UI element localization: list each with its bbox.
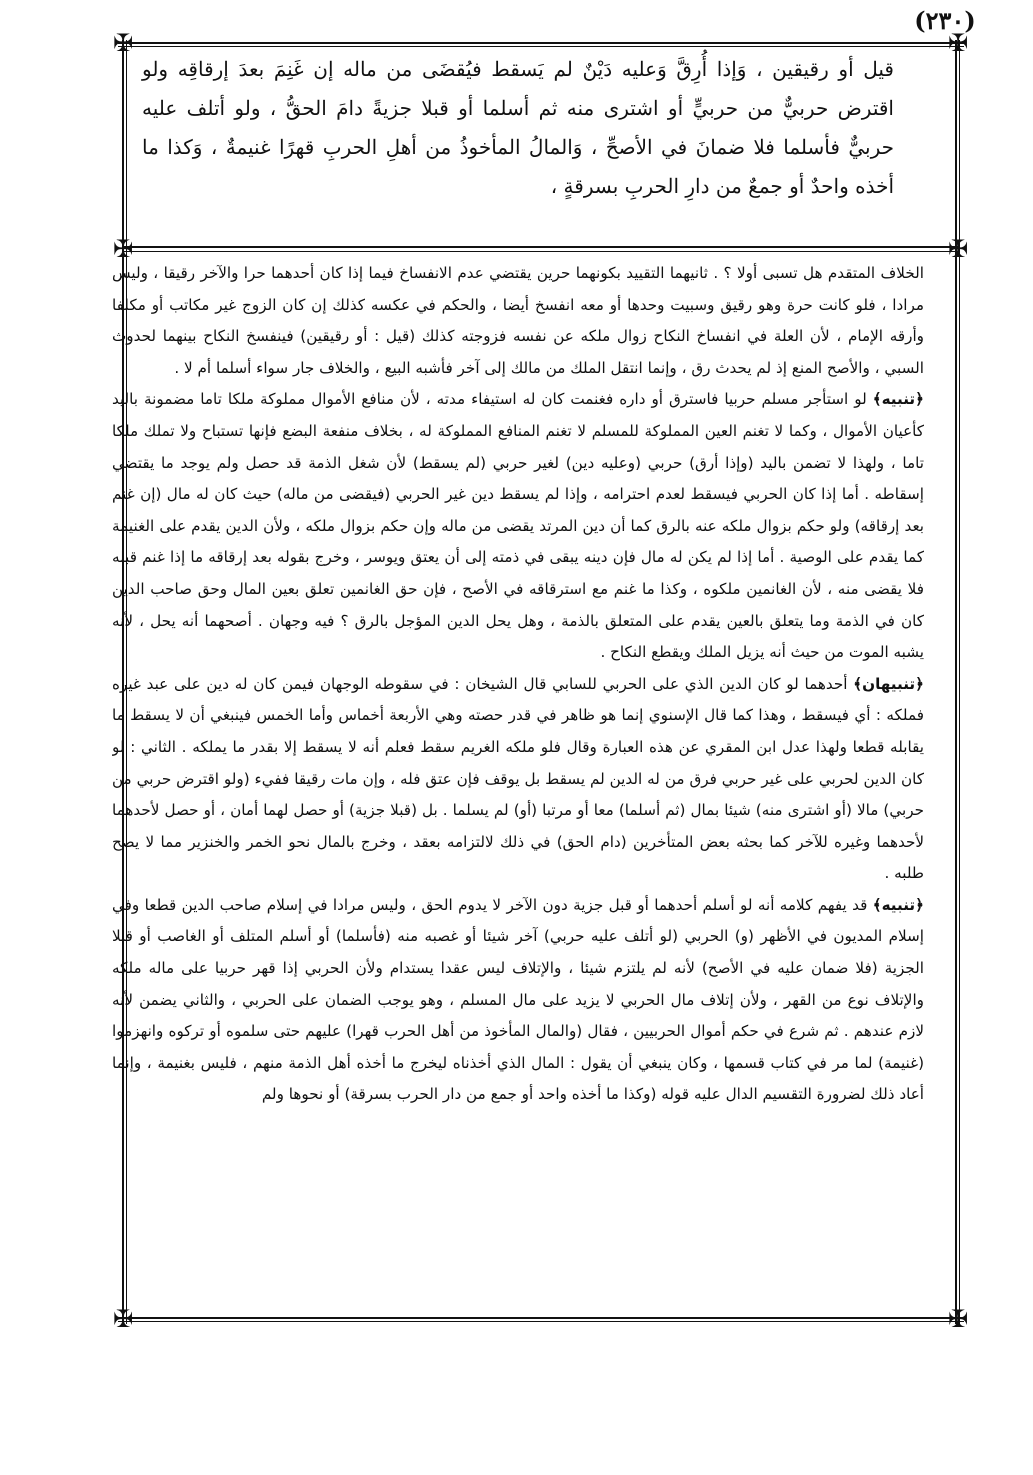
corner-ornament-bottom-right-icon: ✠ bbox=[947, 1305, 969, 1333]
corner-ornament-top-right-icon: ✠ bbox=[947, 29, 969, 57]
commentary-lead: ﴿تنبيه﴾ bbox=[872, 390, 924, 409]
commentary-paragraph bbox=[112, 258, 924, 384]
divider-ornament-right-icon: ✠ bbox=[947, 235, 969, 263]
commentary-paragraph bbox=[112, 384, 924, 668]
corner-ornament-top-left-icon: ✠ bbox=[112, 29, 134, 57]
page-number: (٢٣٠) bbox=[914, 6, 976, 35]
corner-ornament-bottom-left-icon: ✠ bbox=[112, 1305, 134, 1333]
commentary-text: الخلاف المتقدم هل تسبى أولا ؟ . ثانيهما التقييد بكونهما حرين يقتضي عدم الانفساخ فيما إذا كان أحدهما حرا والآخر رقيقا ، وليس مرادا ، فلو كانت حرة وهو رقيق وسبيت وحدها أو معه انفسخ أيضا ، والحكم في عكسه كذلك إن كان الزوج غير مكاتب أو مكلفا وأرقه الإمام ، لأن العلة في انفساخ النكاح زوال ملكه عن نفسه فزوجته كذلك (قيل : أو رقيقين) فينفسخ النكاح بينهما لحدوث السبي ، والأصح المنع إذ لم يحدث رق ، وإنما انتقل الملك من مالك إلى آخر فأشبه البيع ، والخلاف جار سواء أسلما أم لا . bbox=[112, 264, 924, 377]
divider-ornament-left-icon: ✠ bbox=[112, 235, 134, 263]
commentary-lead: ﴿تنبيه﴾ bbox=[872, 895, 924, 914]
commentary-paragraph bbox=[112, 669, 924, 890]
commentary-paragraph bbox=[112, 890, 924, 1111]
commentary-text: لو استأجر مسلم حربيا فاسترق أو داره فغنمت كان له استيفاء مدته ، لأن منافع الأموال مملوكة ملكا تاما مضمونة باليد كأعيان الأموال ، وكما لا تغنم العين المملوكة للمسلم لا تغنم المنافع المملوكة له ، بخلاف منفعة البضع فإنها تستباح ولا تملك ملكا تاما ، ولهذا لا تضمن باليد (وإذا أرق) حربي (وعليه دين) لغير حربي (لم يسقط) لأن شغل الذمة قد حصل ولم يوجد ما يقتضي إسقاطه . أما إذا كان الحربي فيسقط لعدم احترامه ، وإذا لم يسقط دين غير الحربي (فيقضى من ماله) حيث كان له مال (إن غنم بعد إرقاقه) ولو حكم بزوال ملكه عنه بالرق كما أن دين المرتد يقضى من ماله وإن حكم بزوال ملكه ، ولأن الدين يقدم على الغنيمة كما يقدم على الوصية . أما إذا لم يكن له مال فإن دينه يبقى في ذمته إلى أن يعتق ويوسر ، وخرج بقوله بعد إرقاقه ما إذا غنم قبله فلا يقضى منه ، لأن الغانمين ملكوه ، وكذا ما غنم مع استرقاقه في الأصح ، فإن حق الغانمين تعلق بعين المال وحق صاحب الدين كان في الذمة وما يتعلق بالعين يقدم على المتعلق بالذمة ، وهل يحل الدين المؤجل بالرق ؟ فيه وجهان . أصحهما أنه يحل ، لأنه يشبه الموت من حيث أنه يزيل الملك ويقطع النكاح . bbox=[112, 390, 924, 662]
commentary-text: قد يفهم كلامه أنه لو أسلم أحدهما أو قبل جزية دون الآخر لا يدوم الحق ، وليس مرادا في إسلام صاحب الدين قطعا وفي إسلام المديون في الأظهر (و) الحربي (لو أتلف عليه حربي) آخر شيئا أو غصبه منه (فأسلما) أو أسلم المتلف أو الغاصب أو قبلا الجزية (فلا ضمان عليه في الأصح) لأنه لم يلتزم شيئا ، والإتلاف ليس عقدا يستدام ولأن الحربي إذا قهر حربيا على ماله ملكه والإتلاف نوع من القهر ، ولأن إتلاف مال الحربي لا يزيد على مال المسلم ، وهو يوجب الضمان على الحربي ، والثاني يضمن لأنه لازم عندهم . ثم شرع في حكم أموال الحربيين ، فقال (والمال المأخوذ من أهل الحرب قهرا) عليهم حتى سلموه أو تركوه وانهزموا (غنيمة) لما مر في كتاب قسمها ، وكان ينبغي أن يقول : المال الذي أخذناه ليخرج ما أخذه أهل الذمة منهم ، فليس بغنيمة ، وإنما أعاد ذلك لضرورة التقسيم الدال عليه قوله (وكذا ما أخذه واحد أو جمع من دار الحرب بسرقة) أو نحوها ولم bbox=[112, 895, 924, 1104]
commentary bbox=[112, 258, 924, 1318]
commentary-lead: ﴿تنبيهان﴾ bbox=[853, 674, 924, 693]
commentary-text: أحدهما لو كان الدين الذي على الحربي للسابي قال الشيخان : في سقوطه الوجهان فيمن كان له دين على عبد غيره فملكه : أي فيسقط ، وهذا كما قال الإسنوي إنما هو ظاهر في قدر حصته وهي الأربعة أخماس وأما الخمس فينبغي أن لا يسقط ما يقابله قطعا ولهذا عدل ابن المقري عن هذه العبارة وقال فلو ملكه الغريم سقط فعلم أنه لا يسقط إلا بقدر ما يملكه . الثاني : لو كان الدين لحربي على غير حربي فرق من له الدين لم يسقط بل يوقف فإن عتق فله ، وإن مات رقيقا ففيء (ولو اقترض حربي من حربي) مالا (أو اشترى منه) شيئا بمال (ثم أسلما) معا أو مرتبا (أو) لم يسلما . بل (قبلا جزية) أو حصل لهما أمان ، أو حصل لأحدهما لأحدهما وغيره للآخر كما بحثه بعض المتأخرين (دام الحق) في ذلك لالتزامه بعقد ، وخرج بالمال نحو الخمر والخنزير مما لا يصح طلبه . bbox=[112, 674, 924, 883]
main-text-paragraph: قيل أو رقيقين ، وَإذا أُرِقَّ وَعليه دَيْنٌ لم يَسقط فيُقضَى من ماله إن غَنِمَ بعدَ إرقاقِه ولو اقترض حربيٌّ من حربيٍّ أو اشترى منه ثم أسلما أو قبلا جزيةً دامَ الحقُّ ، ولو أتلف عليه حربيٌّ فأسلما فلا ضمانَ في الأصحِّ ، وَالمالُ المأخوذُ من أهلِ الحربِ قهرًا غنيمةٌ ، وَكذا ما أخذه واحدٌ أو جمعٌ من دارِ الحربِ بسرقةٍ ، bbox=[142, 57, 894, 198]
main-text bbox=[142, 50, 894, 246]
